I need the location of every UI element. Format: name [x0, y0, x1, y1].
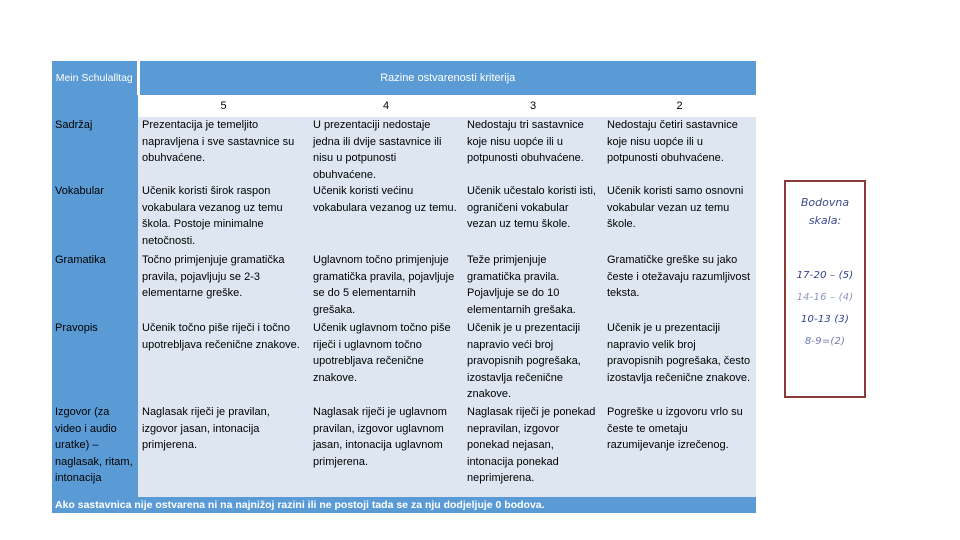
scale-line-grade-4: 14-16 – (4) — [796, 292, 854, 303]
corner-label: Mein Schulalltag — [52, 61, 138, 95]
scale-line-grade-2: 8-9=(2) — [804, 336, 846, 347]
criterion-cell: Učenik koristi većinu vokabulara vezanog uz temu. — [309, 183, 463, 252]
criterion-cell: U prezentaciji nedostaje jedna ili dvije sastavnice ili nisu u potpunosti obuhvaćene. — [309, 117, 463, 183]
rubric-row-pravopis — [52, 320, 756, 404]
footer-row — [52, 497, 756, 513]
criterion-cell: Učenik koristi širok raspon vokabulara vezanog uz temu škola. Postoje minimalne netočnosti. — [138, 183, 309, 252]
rubric-row-sadrzaj — [52, 117, 756, 183]
grading-rubric-table — [52, 61, 756, 513]
category-label: Sadržaj — [52, 117, 138, 183]
criterion-cell: Točno primjenjuje gramatička pravila, pojavljuju se 2-3 elementarne greške. — [138, 252, 309, 320]
level-5: 5 — [138, 95, 309, 117]
criterion-cell: Teže primjenjuje gramatička pravila. Pojavljuje se do 10 elementarnih grešaka. — [463, 252, 603, 320]
criterion-cell: Nedostaju tri sastavnice koje nisu uopće ili u potpunosti obuhvaćene. — [463, 117, 603, 183]
criterion-cell: Gramatičke greške su jako česte i otežavaju razumljivost teksta. — [603, 252, 756, 320]
criterion-cell: Učenik koristi samo osnovni vokabular vezan uz temu škole. — [603, 183, 756, 252]
criterion-cell: Naglasak riječi je uglavnom pravilan, izgovor uglavnom jasan, intonacija uglavnom primjerena. — [309, 404, 463, 497]
scale-title-line1: Bodovna — [800, 196, 850, 209]
criterion-cell: Naglasak riječi je pravilan, izgovor jasan, intonacija primjerena. — [138, 404, 309, 497]
level-3: 3 — [463, 95, 603, 117]
rubric-row-izgovor — [52, 404, 756, 497]
scale-title — [786, 194, 864, 230]
criterion-cell: Učenik učestalo koristi isti, ograničeni vokabular vezan uz temu škole. — [463, 183, 603, 252]
criterion-cell: Učenik točno piše riječi i točno upotrebljava rečenične znakove. — [138, 320, 309, 404]
criterion-cell: Učenik je u prezentaciji napravio veći broj pravopisnih pogrešaka, izostavlja rečenične znakove. — [463, 320, 603, 404]
levels-row — [52, 95, 756, 117]
scale-line-grade-5: 17-20 – (5) — [796, 270, 854, 281]
rubric-row-vokabular — [52, 183, 756, 252]
category-label: Izgovor (za video i audio uratke) – naglasak, ritam, intonacija — [52, 404, 138, 497]
grading-scale-card — [784, 180, 866, 398]
level-2: 2 — [603, 95, 756, 117]
criterion-cell: Nedostaju četiri sastavnice koje nisu uopće ili u potpunosti obuhvaćene. — [603, 117, 756, 183]
scale-line-grade-3: 10-13 (3) — [800, 314, 850, 325]
category-label: Vokabular — [52, 183, 138, 252]
criterion-cell: Učenik uglavnom točno piše riječi i uglavnom točno upotrebljava rečenične znakove. — [309, 320, 463, 404]
criterion-cell: Učenik je u prezentaciji napravio velik broj pravopisnih pogrešaka, često izostavlja rečenične znakove. — [603, 320, 756, 404]
scale-title-line2: skala: — [808, 214, 842, 227]
criterion-cell: Uglavnom točno primjenjuje gramatička pravila, pojavljuje se do 5 elementarnih grešaka. — [309, 252, 463, 320]
category-label: Gramatika — [52, 252, 138, 320]
levels-row-label — [52, 95, 138, 117]
category-label: Pravopis — [52, 320, 138, 404]
level-4: 4 — [309, 95, 463, 117]
rubric-header-row — [52, 61, 756, 95]
rubric-row-gramatika — [52, 252, 756, 320]
criterion-cell: Prezentacija je temeljito napravljena i sve sastavnice su obuhvaćene. — [138, 117, 309, 183]
footer-note: Ako sastavnica nije ostvarena ni na najnižoj razini ili ne postoji tada se za nju dodjeljuje 0 bodova. — [52, 497, 756, 513]
criterion-cell: Naglasak riječi je ponekad nepravilan, izgovor ponekad nejasan, intonacija ponekad neprimjerena. — [463, 404, 603, 497]
levels-header-title: Razine ostvarenosti kriterija — [138, 61, 756, 95]
criterion-cell: Pogreške u izgovoru vrlo su česte te ometaju razumijevanje izrečenog. — [603, 404, 756, 497]
